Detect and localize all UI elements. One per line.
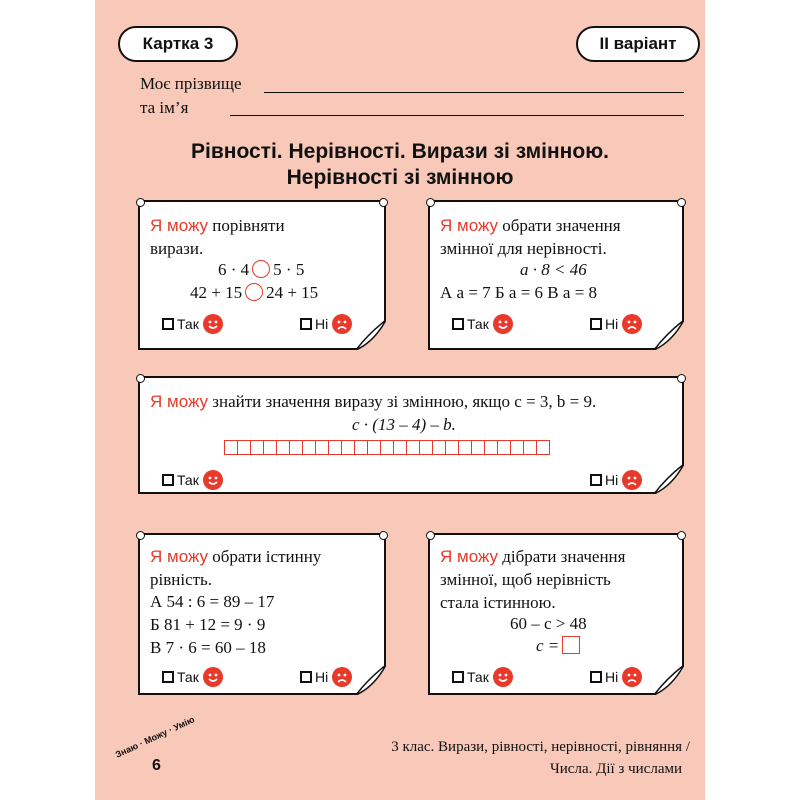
card-choose-value: [428, 533, 684, 695]
answer-circle[interactable]: [245, 283, 263, 301]
pin-icon: [379, 198, 388, 207]
page-subtitle: Нерівності зі змінною: [286, 166, 514, 189]
footer-line-1: 3 клас. Вирази, рівності, нерівності, рівняння /: [391, 739, 690, 755]
checkbox-icon[interactable]: [590, 671, 602, 683]
card-text: змінної для нерівності.: [440, 239, 607, 258]
pin-icon: [426, 198, 435, 207]
page-curl-icon: [356, 320, 386, 350]
no-option[interactable]: Ні: [590, 470, 642, 490]
smile-icon: [493, 314, 513, 334]
option-a: А 54 : 6 = 89 – 17: [150, 592, 275, 611]
inequality: 60 – c > 48: [510, 614, 587, 633]
pin-icon: [677, 198, 686, 207]
card-text: Я можу порівняти: [150, 216, 285, 235]
page-title: Рівності. Нерівності. Вирази зі змінною.: [191, 140, 609, 163]
footer-line-2: Числа. Дії з числами: [550, 761, 682, 777]
checkbox-icon[interactable]: [162, 474, 174, 486]
pin-icon: [426, 531, 435, 540]
option-c: В 7 · 6 = 60 – 18: [150, 638, 266, 657]
pin-icon: [677, 374, 686, 383]
surname-input-line[interactable]: [264, 92, 684, 93]
checkbox-icon[interactable]: [590, 474, 602, 486]
page-curl-icon: [654, 665, 684, 695]
pin-icon: [136, 531, 145, 540]
no-option[interactable]: Ні: [590, 314, 642, 334]
no-option[interactable]: Ні: [300, 667, 352, 687]
card-true-equality: [138, 533, 386, 695]
answer-box[interactable]: [562, 636, 580, 654]
sad-face-icon: [622, 667, 642, 687]
pin-icon: [136, 374, 145, 383]
checkbox-icon[interactable]: [162, 318, 174, 330]
page-number: 6: [152, 757, 161, 774]
yes-option[interactable]: Так: [452, 667, 513, 687]
checkbox-icon[interactable]: [590, 318, 602, 330]
checkbox-icon[interactable]: [300, 318, 312, 330]
pin-icon: [136, 198, 145, 207]
checkbox-icon[interactable]: [162, 671, 174, 683]
answer-row: c =: [536, 635, 580, 657]
yes-option[interactable]: Так: [162, 314, 223, 334]
name-label: та ім’я: [140, 98, 189, 117]
no-option[interactable]: Ні: [300, 314, 352, 334]
sad-face-icon: [622, 470, 642, 490]
option-b: Б 81 + 12 = 9 · 9: [150, 615, 266, 634]
smile-icon: [493, 667, 513, 687]
comparison-1: 6 · 4 5 · 5: [218, 260, 305, 279]
page-curl-icon: [654, 464, 684, 494]
checkbox-icon[interactable]: [300, 671, 312, 683]
no-option[interactable]: Ні: [590, 667, 642, 687]
smile-icon: [203, 667, 223, 687]
card-text: Я можу дібрати значення: [440, 547, 626, 566]
card-text: рівність.: [150, 570, 213, 589]
checkbox-icon[interactable]: [452, 318, 464, 330]
page-curl-icon: [654, 320, 684, 350]
expression: c · (13 – 4) – b.: [352, 415, 456, 434]
smile-icon: [203, 314, 223, 334]
comparison-2: 42 + 15 24 + 15: [190, 283, 319, 302]
sad-face-icon: [332, 314, 352, 334]
answer-options: А a = 7 Б a = 6 В a = 8: [440, 283, 598, 302]
checkbox-icon[interactable]: [452, 671, 464, 683]
card-text: Я можу обрати значення: [440, 216, 621, 235]
card-text: вирази.: [150, 239, 204, 258]
pin-icon: [677, 531, 686, 540]
card-text: Я можу знайти значення виразу зі змінною, якщо c = 3, b = 9.: [150, 392, 597, 411]
answer-circle[interactable]: [252, 260, 270, 278]
surname-label: Моє прізвище: [140, 74, 242, 93]
card-text: змінної, щоб нерівність: [440, 570, 611, 589]
card-label: Картка 3: [118, 26, 238, 62]
card-evaluate-expression: [138, 376, 684, 494]
sad-face-icon: [332, 667, 352, 687]
pin-icon: [379, 531, 388, 540]
variant-label: ІІ варіант: [576, 26, 700, 62]
series-logo: Знаю · Можу · Умію: [113, 714, 197, 760]
card-text: Я можу обрати істинну: [150, 547, 322, 566]
inequality: a · 8 < 46: [520, 260, 587, 279]
answer-cells[interactable]: [224, 440, 549, 455]
page-curl-icon: [356, 665, 386, 695]
card-choose-variable: [428, 200, 684, 350]
yes-option[interactable]: Так: [162, 667, 223, 687]
yes-option[interactable]: Так: [162, 470, 223, 490]
smile-icon: [203, 470, 223, 490]
name-input-line[interactable]: [230, 115, 684, 116]
card-compare-expressions: [138, 200, 386, 350]
yes-option[interactable]: Так: [452, 314, 513, 334]
sad-face-icon: [622, 314, 642, 334]
card-text: стала істинною.: [440, 593, 556, 612]
